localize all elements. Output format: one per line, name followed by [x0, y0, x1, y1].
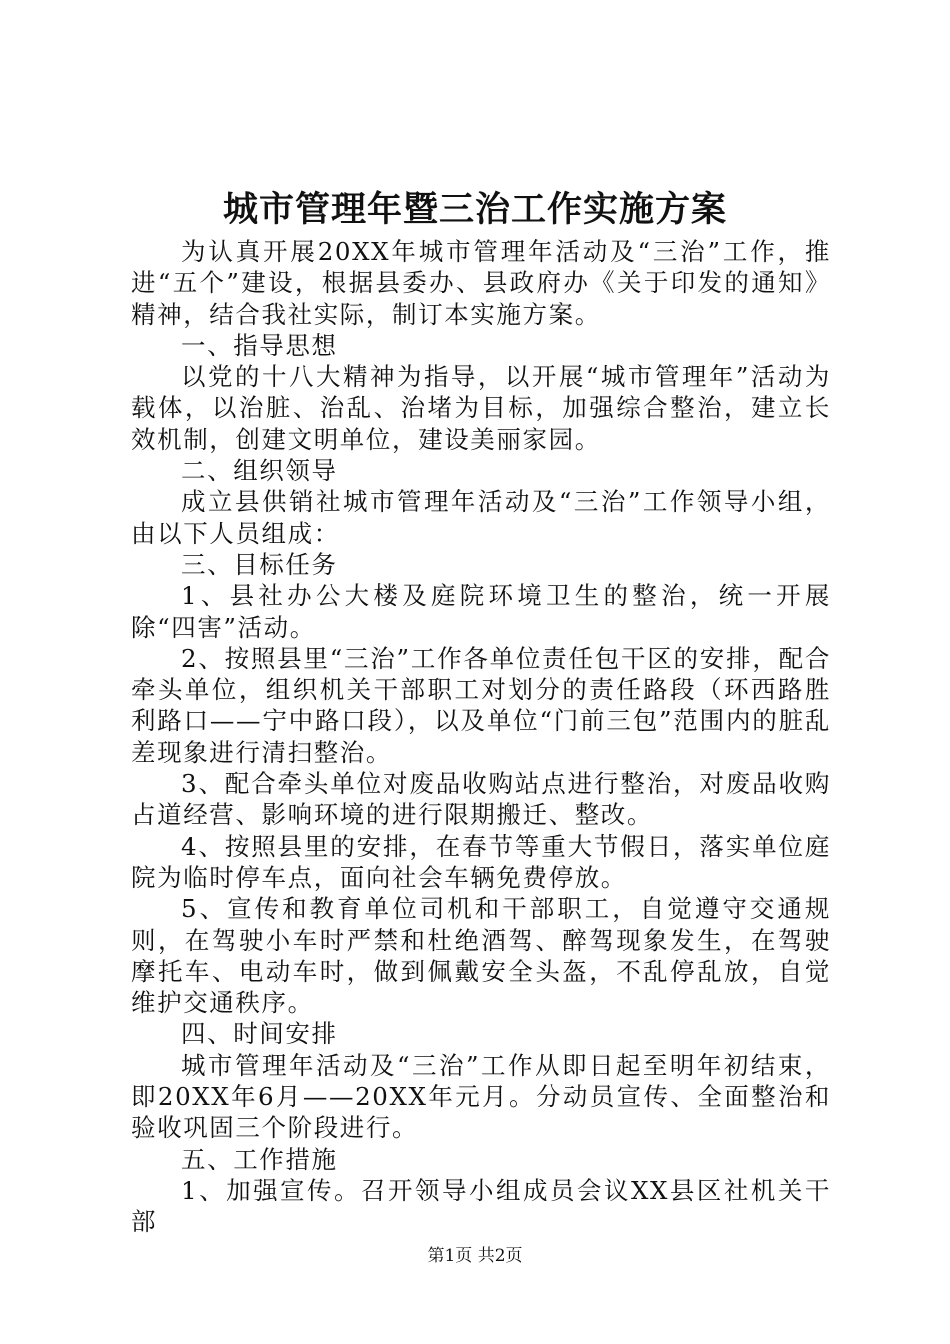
intro-paragraph: 为认真开展20XX年城市管理年活动及“三治”工作，推进“五个”建设，根据县委办、县政府办《关于印发的通知》精神，结合我社实际，制订本实施方案。 — [131, 237, 831, 329]
goal-item: 4、按照县里的安排，在春节等重大节假日，落实单位庭院为临时停车点，面向社会车辆免费停放。 — [131, 831, 831, 892]
document-title: 城市管理年暨三治工作实施方案 — [222, 189, 727, 230]
section-text-organization: 成立县供销社城市管理年活动及“三治”工作领导小组，由以下人员组成： — [131, 487, 831, 548]
goal-item: 2、按照县里“三治”工作各单位责任包干区的安排，配合牵头单位，组织机关干部职工对划分的责任路段（环西路胜利路口——宁中路口段），以及单位“门前三包”范围内的脏乱差现象进行清扫整治。 — [131, 643, 831, 767]
section-text-schedule: 城市管理年活动及“三治”工作从即日起至明年初结束，即20XX年6月——20XX年元月。分动员宣传、全面整治和验收巩固三个阶段进行。 — [131, 1050, 831, 1143]
section-heading-measures: 五、工作措施 — [181, 1144, 338, 1174]
section-heading-schedule: 四、时间安排 — [181, 1019, 338, 1049]
goal-item: 1、县社办公大楼及庭院环境卫生的整治，统一开展除“四害”活动。 — [131, 581, 831, 642]
section-heading-guiding-ideology: 一、指导思想 — [181, 330, 338, 360]
goal-item: 3、配合牵头单位对废品收购站点进行整治，对废品收购占道经营、影响环境的进行限期搬迁、整改。 — [131, 769, 831, 830]
section-text-guiding-ideology: 以党的十八大精神为指导，以开展“城市管理年”活动为载体，以治脏、治乱、治堵为目标，加强综合整治，建立长效机制，创建文明单位，建设美丽家园。 — [131, 362, 831, 454]
page-number-footer: 第1页 共2页 — [427, 1246, 523, 1266]
section-heading-organization: 二、组织领导 — [181, 456, 338, 486]
goal-item: 5、宣传和教育单位司机和干部职工，自觉遵守交通规则，在驾驶小车时严禁和杜绝酒驾、醉驾现象发生，在驾驶摩托车、电动车时，做到佩戴安全头盔，不乱停乱放，自觉维护交通秩序。 — [131, 894, 831, 1018]
section-text-measures: 1、加强宣传。召开领导小组成员会议XX县区社机关干部 — [131, 1175, 831, 1237]
document-body — [131, 236, 831, 1238]
section-heading-goals: 三、目标任务 — [181, 549, 338, 579]
